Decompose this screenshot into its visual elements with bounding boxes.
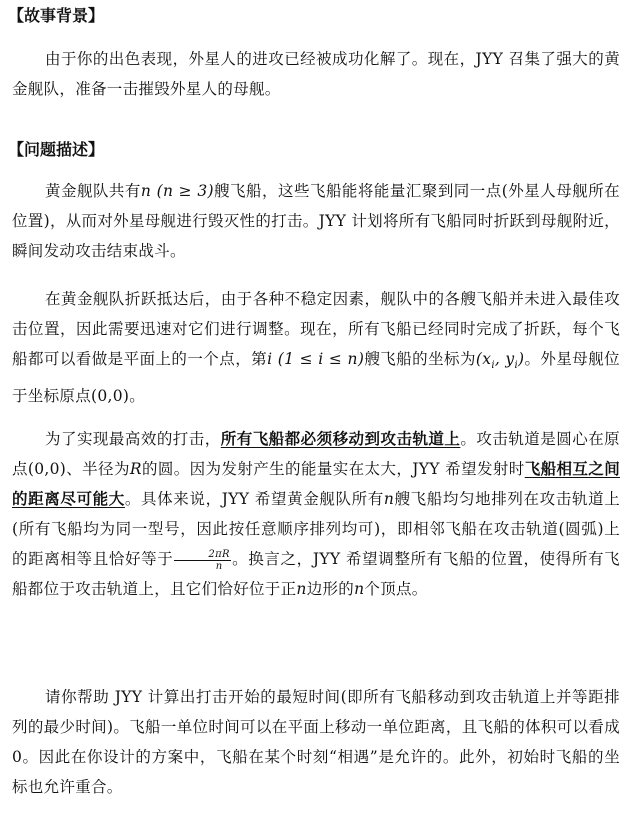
condition-i: (1 ≤ i ≤ n) — [277, 350, 365, 368]
paragraph-orbit: 为了实现最高效的打击，所有飞船都必须移动到攻击轨道上。攻击轨道是圆心在原点(0,0)、半径为R的圆。因为发射产生的能量实在太大，JYY 希望发射时飞船相互之间的距离尽可能大。具体来说，JYY 希望黄金舰队所有n艘飞船均匀地排列在攻击轨道上(所有飞船均为同一型号，因此按任意顺序排列均可)，即相邻飞船在攻击轨道(圆弧)上的距离相等且恰好等于 $\frac{2\pi R}{n}$ 。换言之，JYY 希望调整所有飞船的位置，使得所有飞船都位于攻击轨道上，且它们恰好位于正n边形的n个顶点。 — [12, 429, 621, 598]
problem-heading: 【问题描述】 — [8, 140, 105, 159]
var-n: n — [140, 182, 152, 200]
arc-fraction: $\frac{2\pi R}{n}$ — [174, 549, 230, 572]
paragraph-fleet: 黄金舰队共有n (n ≥ 3)艘飞船，这些飞船能将能量汇聚到同一点(外星人母舰所在位置)，从而对外星母舰进行毁灭性的打击。JYY 计划将所有飞船同时折跃到母舰附近，瞬间发动攻击结束战斗。 — [12, 182, 620, 260]
condition-n: (n ≥ 3) — [156, 182, 214, 200]
emphasis-orbit: 所有飞船都必须移动到攻击轨道上 — [220, 429, 461, 448]
var-n: n — [296, 580, 307, 598]
paragraph-positions: 在黄金舰队折跃抵达后，由于各种不稳定因素，舰队中的各艘飞船并未进入最佳攻击位置，因此需要迅速对它们进行调整。现在，所有飞船已经同时完成了折跃，每个飞船都可以看做是平面上的一个点，第i (1 ≤ i ≤ n)艘飞船的坐标为($x_i$, $y_i$)。外星母舰位于坐标原点(0,0)。 — [12, 290, 620, 406]
var-i: i — [267, 350, 273, 368]
background-paragraph: 由于你的出色表现，外星人的进攻已经被成功化解了。现在，JYY 召集了强大的黄金舰队，准备一击摧毁外星人的母舰。 — [12, 50, 620, 98]
var-r: R — [129, 460, 142, 478]
paragraph-task: 请你帮助 JYY 计算出打击开始的最短时间(即所有飞船移动到攻击轨道上并等距排列的最少时间)。飞船一单位时间可以在平面上移动一单位距离，且飞船的体积可以看成 0。因此在你设计的方案中，飞船在某个时刻“相遇”是允许的。此外，初始时飞船的坐标也允许重合。 — [12, 688, 620, 796]
coordinate: ($x_i$, $y_i$) — [475, 350, 525, 372]
var-n: n — [383, 490, 395, 508]
background-heading: 【故事背景】 — [8, 6, 105, 25]
var-n: n — [354, 580, 365, 598]
emphasis-distance: 飞船相互之间的距离尽可能大 — [12, 459, 620, 508]
